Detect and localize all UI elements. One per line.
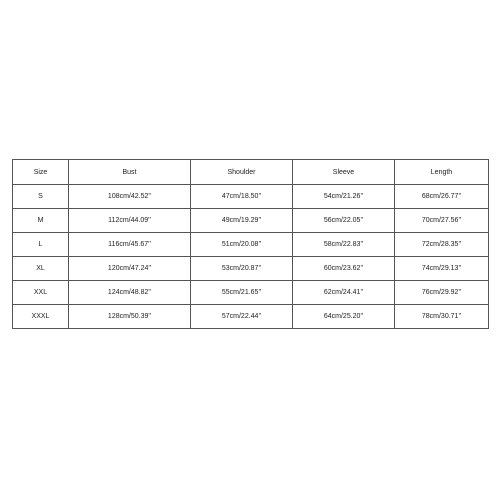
header-sleeve: Sleeve <box>293 160 395 185</box>
cell-length: 74cm/29.13'' <box>395 257 489 281</box>
cell-size: XXL <box>13 281 69 305</box>
header-shoulder: Shoulder <box>191 160 293 185</box>
cell-length: 78cm/30.71'' <box>395 305 489 329</box>
cell-size: L <box>13 233 69 257</box>
cell-sleeve: 60cm/23.62'' <box>293 257 395 281</box>
table-row <box>13 233 489 257</box>
cell-bust: 128cm/50.39'' <box>69 305 191 329</box>
cell-length: 68cm/26.77'' <box>395 185 489 209</box>
size-chart-table <box>12 159 489 329</box>
cell-bust: 120cm/47.24'' <box>69 257 191 281</box>
cell-shoulder: 57cm/22.44'' <box>191 305 293 329</box>
cell-sleeve: 58cm/22.83'' <box>293 233 395 257</box>
header-bust: Bust <box>69 160 191 185</box>
cell-size: XL <box>13 257 69 281</box>
cell-bust: 112cm/44.09'' <box>69 209 191 233</box>
cell-length: 70cm/27.56'' <box>395 209 489 233</box>
cell-bust: 124cm/48.82'' <box>69 281 191 305</box>
cell-bust: 108cm/42.52'' <box>69 185 191 209</box>
cell-sleeve: 62cm/24.41'' <box>293 281 395 305</box>
cell-size: M <box>13 209 69 233</box>
table-row <box>13 257 489 281</box>
table-row <box>13 185 489 209</box>
cell-shoulder: 51cm/20.08'' <box>191 233 293 257</box>
cell-length: 76cm/29.92'' <box>395 281 489 305</box>
header-length: Length <box>395 160 489 185</box>
table-row <box>13 281 489 305</box>
cell-length: 72cm/28.35'' <box>395 233 489 257</box>
header-size: Size <box>13 160 69 185</box>
cell-bust: 116cm/45.67'' <box>69 233 191 257</box>
cell-sleeve: 56cm/22.05'' <box>293 209 395 233</box>
cell-shoulder: 49cm/19.29'' <box>191 209 293 233</box>
cell-sleeve: 64cm/25.20'' <box>293 305 395 329</box>
cell-shoulder: 47cm/18.50'' <box>191 185 293 209</box>
cell-shoulder: 53cm/20.87'' <box>191 257 293 281</box>
cell-shoulder: 55cm/21.65'' <box>191 281 293 305</box>
table-row <box>13 209 489 233</box>
table-row <box>13 305 489 329</box>
cell-size: S <box>13 185 69 209</box>
table-header-row <box>13 160 489 185</box>
cell-sleeve: 54cm/21.26'' <box>293 185 395 209</box>
cell-size: XXXL <box>13 305 69 329</box>
